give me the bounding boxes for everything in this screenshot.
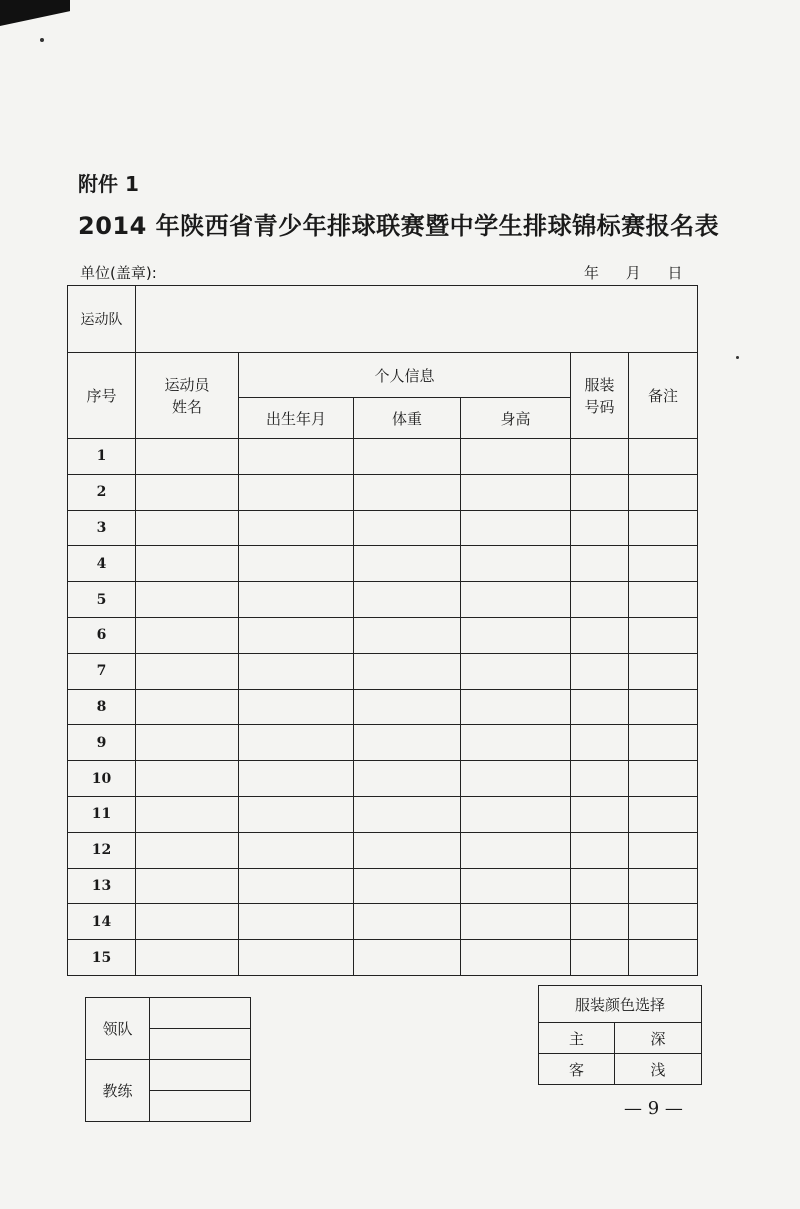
team-label: 运动队 — [68, 286, 136, 353]
height-cell[interactable] — [461, 796, 571, 832]
uniform-color-table — [538, 985, 702, 1085]
height-cell[interactable] — [461, 832, 571, 868]
weight-cell[interactable] — [354, 474, 461, 510]
weight-cell[interactable] — [354, 904, 461, 940]
birth-cell[interactable] — [239, 940, 354, 976]
athlete-row — [68, 796, 698, 832]
remarks-cell[interactable] — [629, 582, 698, 618]
row-number: 2 — [68, 474, 136, 510]
jersey-number-cell[interactable] — [571, 725, 629, 761]
weight-cell[interactable] — [354, 546, 461, 582]
athlete-row — [68, 725, 698, 761]
row-number: 5 — [68, 582, 136, 618]
row-number: 9 — [68, 725, 136, 761]
height-cell[interactable] — [461, 761, 571, 797]
athlete-name-cell[interactable] — [136, 868, 239, 904]
coach-field-2[interactable] — [150, 1091, 251, 1122]
header-athlete-name-line1: 运动员 — [164, 375, 210, 394]
remarks-cell[interactable] — [629, 510, 698, 546]
dark-option[interactable]: 深 — [615, 1023, 702, 1054]
jersey-number-cell[interactable] — [571, 439, 629, 475]
athlete-row — [68, 761, 698, 797]
leader-field-1[interactable] — [150, 998, 251, 1029]
height-cell[interactable] — [461, 546, 571, 582]
athlete-row — [68, 940, 698, 976]
remarks-cell[interactable] — [629, 725, 698, 761]
athlete-row — [68, 582, 698, 618]
height-cell[interactable] — [461, 617, 571, 653]
athlete-name-cell[interactable] — [136, 582, 239, 618]
athlete-row — [68, 689, 698, 725]
header-seq: 序号 — [68, 353, 136, 439]
header-jersey-line1: 服装 — [584, 375, 615, 394]
weight-cell[interactable] — [354, 689, 461, 725]
remarks-cell[interactable] — [629, 474, 698, 510]
weight-cell[interactable] — [354, 725, 461, 761]
athlete-row — [68, 546, 698, 582]
scan-speck — [736, 356, 739, 359]
athlete-row — [68, 474, 698, 510]
height-cell[interactable] — [461, 439, 571, 475]
header-athlete-name — [136, 353, 239, 439]
athlete-name-cell[interactable] — [136, 796, 239, 832]
athlete-name-cell[interactable] — [136, 617, 239, 653]
row-number: 14 — [68, 904, 136, 940]
jersey-number-cell[interactable] — [571, 761, 629, 797]
jersey-number-cell[interactable] — [571, 546, 629, 582]
athlete-row — [68, 904, 698, 940]
weight-cell[interactable] — [354, 582, 461, 618]
remarks-cell[interactable] — [629, 761, 698, 797]
remarks-cell[interactable] — [629, 617, 698, 653]
remarks-cell[interactable] — [629, 439, 698, 475]
jersey-number-cell[interactable] — [571, 474, 629, 510]
athlete-name-cell[interactable] — [136, 474, 239, 510]
weight-cell[interactable] — [354, 761, 461, 797]
height-cell[interactable] — [461, 582, 571, 618]
athlete-row — [68, 439, 698, 475]
jersey-number-cell[interactable] — [571, 868, 629, 904]
athlete-name-cell[interactable] — [136, 832, 239, 868]
athlete-name-cell[interactable] — [136, 725, 239, 761]
weight-cell[interactable] — [354, 653, 461, 689]
weight-cell[interactable] — [354, 617, 461, 653]
home-label: 主 — [539, 1023, 615, 1054]
birth-cell[interactable] — [239, 796, 354, 832]
weight-cell[interactable] — [354, 868, 461, 904]
athlete-row — [68, 653, 698, 689]
birth-cell[interactable] — [239, 868, 354, 904]
height-cell[interactable] — [461, 940, 571, 976]
header-height: 身高 — [461, 398, 571, 439]
scan-corner-mark — [0, 0, 70, 26]
coach-field-1[interactable] — [150, 1060, 251, 1091]
jersey-number-cell[interactable] — [571, 653, 629, 689]
jersey-number-cell[interactable] — [571, 510, 629, 546]
weight-cell[interactable] — [354, 796, 461, 832]
birth-cell[interactable] — [239, 582, 354, 618]
coach-label: 教练 — [86, 1060, 150, 1122]
attachment-label: 附件 1 — [78, 172, 139, 196]
jersey-number-cell[interactable] — [571, 689, 629, 725]
weight-cell[interactable] — [354, 510, 461, 546]
row-number: 13 — [68, 868, 136, 904]
height-cell[interactable] — [461, 689, 571, 725]
row-number: 15 — [68, 940, 136, 976]
birth-cell[interactable] — [239, 761, 354, 797]
remarks-cell[interactable] — [629, 653, 698, 689]
birth-cell[interactable] — [239, 832, 354, 868]
birth-cell[interactable] — [239, 546, 354, 582]
row-number: 3 — [68, 510, 136, 546]
row-number: 10 — [68, 761, 136, 797]
away-label: 客 — [539, 1054, 615, 1085]
unit-seal-label: 单位(盖章): — [80, 264, 157, 282]
remarks-cell[interactable] — [629, 689, 698, 725]
jersey-number-cell[interactable] — [571, 832, 629, 868]
athlete-name-cell[interactable] — [136, 689, 239, 725]
athlete-row — [68, 617, 698, 653]
header-athlete-name-line2: 姓名 — [171, 397, 202, 416]
leader-field-2[interactable] — [150, 1029, 251, 1060]
weight-cell[interactable] — [354, 832, 461, 868]
header-birth: 出生年月 — [239, 398, 354, 439]
jersey-number-cell[interactable] — [571, 796, 629, 832]
jersey-number-cell[interactable] — [571, 582, 629, 618]
weight-cell[interactable] — [354, 940, 461, 976]
remarks-cell[interactable] — [629, 832, 698, 868]
remarks-cell[interactable] — [629, 796, 698, 832]
header-remarks: 备注 — [629, 353, 698, 439]
birth-cell[interactable] — [239, 904, 354, 940]
birth-cell[interactable] — [239, 725, 354, 761]
athlete-name-cell[interactable] — [136, 546, 239, 582]
form-title: 2014 年陕西省青少年排球联赛暨中学生排球锦标赛报名表 — [78, 212, 720, 240]
row-number: 1 — [68, 439, 136, 475]
registration-table — [67, 285, 698, 976]
leader-label: 领队 — [86, 998, 150, 1060]
header-weight: 体重 — [354, 398, 461, 439]
birth-cell[interactable] — [239, 689, 354, 725]
jersey-number-cell[interactable] — [571, 940, 629, 976]
height-cell[interactable] — [461, 653, 571, 689]
athlete-name-cell[interactable] — [136, 439, 239, 475]
birth-cell[interactable] — [239, 653, 354, 689]
height-cell[interactable] — [461, 725, 571, 761]
athlete-name-cell[interactable] — [136, 904, 239, 940]
light-option[interactable]: 浅 — [615, 1054, 702, 1085]
athlete-row — [68, 510, 698, 546]
row-number: 4 — [68, 546, 136, 582]
jersey-number-cell[interactable] — [571, 617, 629, 653]
athlete-row — [68, 832, 698, 868]
athlete-name-cell[interactable] — [136, 653, 239, 689]
remarks-cell[interactable] — [629, 940, 698, 976]
team-name-field[interactable] — [136, 286, 698, 353]
scan-speck — [40, 38, 44, 42]
height-cell[interactable] — [461, 868, 571, 904]
birth-cell[interactable] — [239, 617, 354, 653]
remarks-cell[interactable] — [629, 904, 698, 940]
athlete-name-cell[interactable] — [136, 510, 239, 546]
date-label: 年 月 日 — [584, 264, 683, 282]
birth-cell[interactable] — [239, 510, 354, 546]
row-number: 12 — [68, 832, 136, 868]
uniform-color-title: 服装颜色选择 — [539, 986, 702, 1023]
athlete-name-cell[interactable] — [136, 761, 239, 797]
header-jersey-line2: 号码 — [584, 397, 615, 416]
birth-cell[interactable] — [239, 439, 354, 475]
remarks-cell[interactable] — [629, 546, 698, 582]
header-personal-info: 个人信息 — [239, 353, 571, 398]
row-number: 8 — [68, 689, 136, 725]
weight-cell[interactable] — [354, 439, 461, 475]
birth-cell[interactable] — [239, 474, 354, 510]
height-cell[interactable] — [461, 510, 571, 546]
athlete-name-cell[interactable] — [136, 940, 239, 976]
header-jersey-number — [571, 353, 629, 439]
row-number: 6 — [68, 617, 136, 653]
height-cell[interactable] — [461, 904, 571, 940]
page-number: — 9 — — [624, 1098, 683, 1119]
jersey-number-cell[interactable] — [571, 904, 629, 940]
row-number: 7 — [68, 653, 136, 689]
staff-table — [85, 997, 251, 1122]
athlete-row — [68, 868, 698, 904]
row-number: 11 — [68, 796, 136, 832]
height-cell[interactable] — [461, 474, 571, 510]
remarks-cell[interactable] — [629, 868, 698, 904]
